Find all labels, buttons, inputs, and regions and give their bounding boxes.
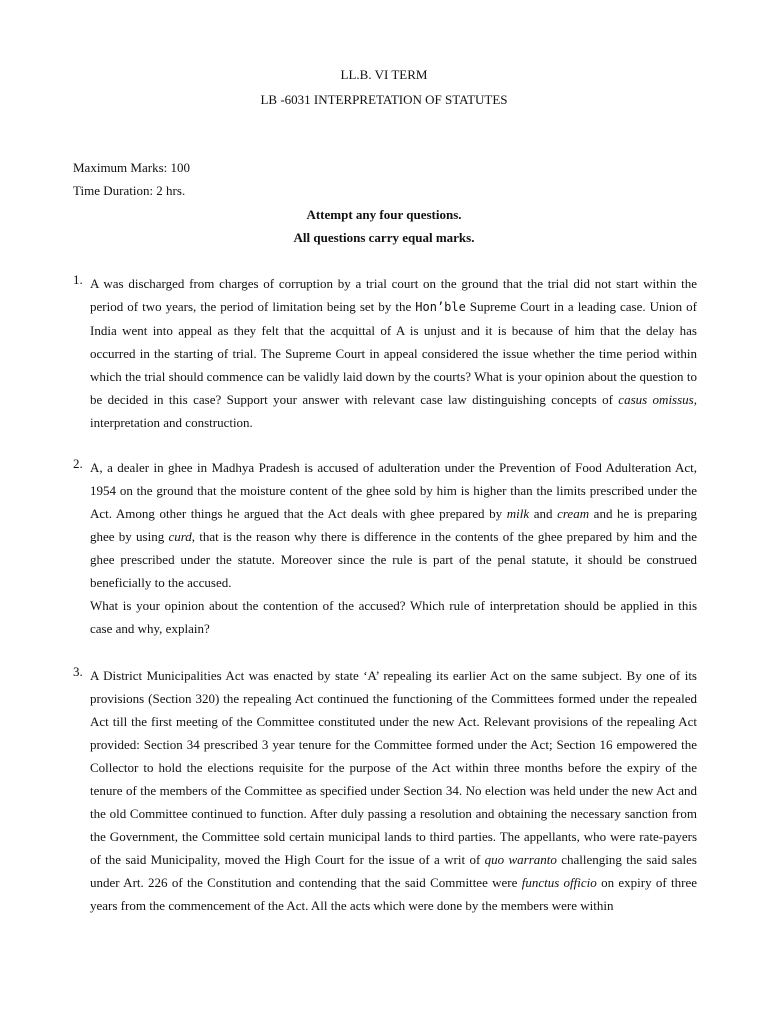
question-number: 3.: [73, 664, 83, 679]
term-heading: LL.B. VI TERM: [340, 67, 428, 82]
course-heading: LB -6031 INTERPRETATION OF STATUTES: [260, 92, 508, 107]
question-text: A was discharged from charges of corruption by a trial court on the ground that the trial did not start within the period of two years, the period of limitation being set by the Hon’ble Supreme Court in a leading case. Union of India went into appeal as they felt that the acquittal of A is unjust and it is because of him that the delay has occurred in the starting of trial. The Supreme Court in appeal considered the issue whether the time period within which the trial should commence can be validly laid down by the courts? What is your opinion about the question to be decided in this case? Support your answer with relevant case law distinguishing concepts of casus omissus, interpretation and construction.: [90, 276, 697, 430]
italic-term: milk: [506, 506, 530, 521]
question-text: A District Municipalities Act was enacted by state ‘A’ repealing its earlier Act on the same subject. By one of its provisions (Section 320) the repealing Act continued the functioning of the Committees formed under the repealed Act till the first meeting of the Committee constituted under the new Act. Relevant provisions of the repealing Act provided: Section 34 prescribed 3 year tenure for the Committee formed under the Act; Section 16 empowered the Collector to hold the elections requisite for the purpose of the Act within three months before the expiry of the tenure of the members of the Committee as specified under Section 34. No election was held under the new Act and the old Committee continued to function. After duly passing a resolution and obtaining the necessary sanction from the Government, the Committee sold certain municipal lands to third parties. The appellants, who were rate-payers of the said Municipality, moved the High Court for the issue of a writ of quo warranto challenging the said sales under Art. 226 of the Constitution and contending that the said Committee were functus officio on expiry of three years from the commencement of the Act. All the acts which were done by the members were within: [90, 668, 697, 913]
question-3: [73, 664, 697, 917]
instruction-line-2: All questions carry equal marks.: [293, 230, 475, 245]
italic-term: quo warranto: [484, 852, 557, 867]
question-number: 1.: [73, 272, 83, 287]
question-2: [73, 456, 697, 640]
question-number: 2.: [73, 456, 83, 471]
question-text: A, a dealer in ghee in Madhya Pradesh is accused of adulteration under the Prevention of Food Adulteration Act, 1954 on the ground that the moisture content of the ghee sold by him is higher than the limits prescribed under the Act. Among other things he argued that the Act deals with ghee prepared by milk and cream and he is preparing ghee by using curd, that is the reason why there is difference in the contents of the ghee prepared by him and the ghee prescribed under the statute. Moreover since the rule is part of the penal statute, it should be construed beneficially to the accused. What is your opinion about the contention of the accused? Which rule of interpretation should be applied in this case and why, explain?: [90, 456, 697, 640]
honble-text: Hon’ble: [415, 300, 466, 314]
italic-term: cream: [557, 506, 590, 521]
instruction-line-1: Attempt any four questions.: [306, 207, 462, 222]
italic-term: casus omissus: [618, 392, 694, 407]
question-followup: What is your opinion about the contention of the accused? Which rule of interpretation should be applied in this case and why, explain?: [90, 598, 697, 636]
time-duration: Time Duration: 2 hrs.: [73, 183, 186, 198]
max-marks: Maximum Marks: 100: [73, 160, 190, 175]
italic-term: curd: [168, 529, 192, 544]
question-1: [73, 272, 697, 434]
italic-term: functus officio: [521, 875, 597, 890]
